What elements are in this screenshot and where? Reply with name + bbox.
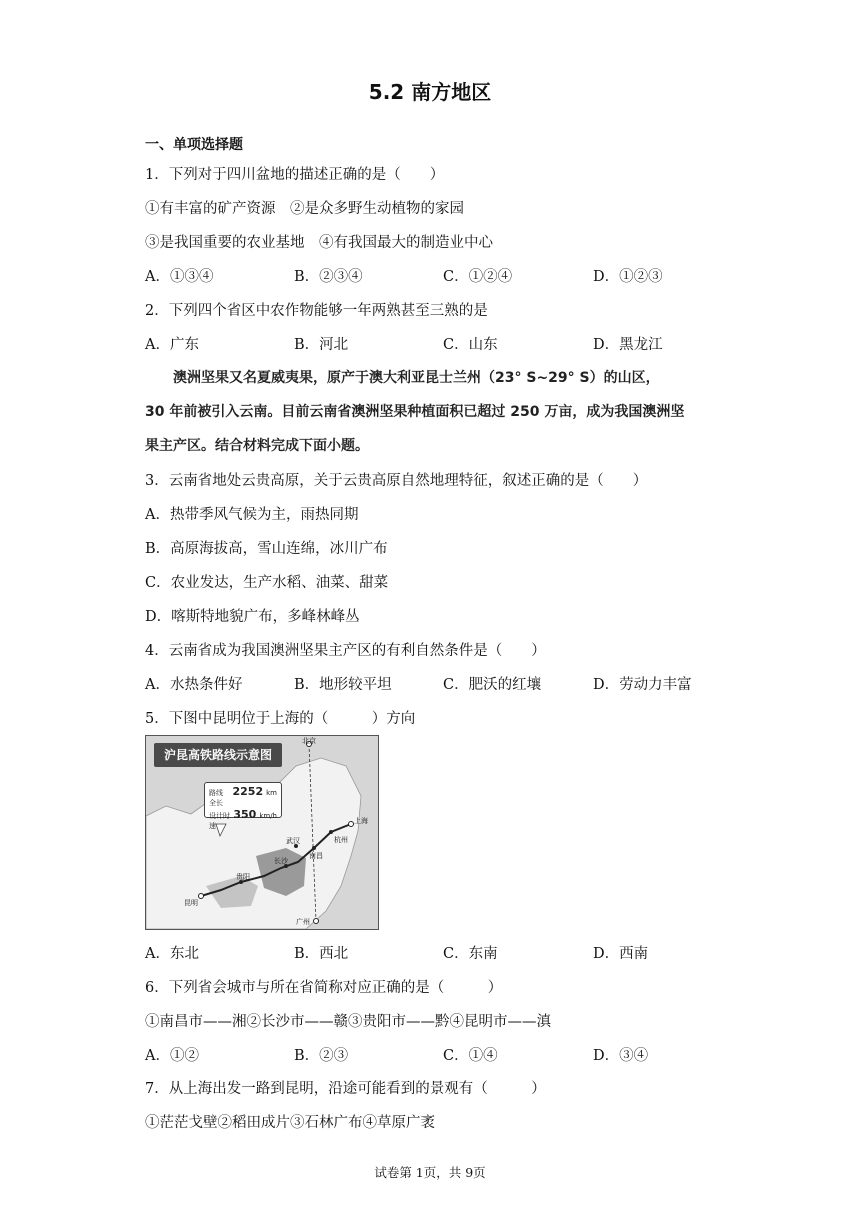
question-6-option-c: C．①④ [443, 1048, 498, 1064]
city-label-guangzhou: 广州 [296, 918, 310, 926]
question-6-stem: 6．下列省会城市与所在省简称对应正确的是（ ） [145, 980, 503, 996]
question-1-stem: 1．下列对于四川盆地的描述正确的是（ ） [145, 167, 445, 183]
question-2-option-d: D．黑龙江 [593, 337, 663, 353]
city-label-nanchang: 南昌 [309, 852, 323, 860]
question-1-statement-2: ③是我国重要的农业基地 ④有我国最大的制造业中心 [145, 235, 493, 251]
question-1-option-d: D．①②③ [593, 269, 663, 285]
city-label-beijing: 北京 [302, 737, 316, 745]
map-info-box [204, 782, 282, 830]
question-7-statements: ①茫茫戈壁②稻田成片③石林广布④草原广袤 [145, 1115, 435, 1131]
question-3-option-a: A．热带季风气候为主，雨热同期 [145, 507, 359, 523]
info-value-length: 2252 [232, 785, 264, 798]
question-5-option-c: C．东南 [443, 946, 498, 962]
question-6-option-a: A．①② [145, 1048, 199, 1064]
city-label-hangzhou: 杭州 [334, 836, 348, 844]
question-3-stem: 3．云南省地处云贵高原，关于云贵高原自然地理特征，叙述正确的是（ ） [145, 473, 648, 489]
info-label-length: 路线全长 [209, 789, 223, 807]
question-2-option-c: C．山东 [443, 337, 498, 353]
city-label-kunming: 昆明 [184, 899, 198, 907]
question-4-option-a: A．水热条件好 [145, 677, 243, 693]
city-label-shanghai: 上海 [354, 817, 368, 825]
city-label-guiyang: 贵阳 [236, 873, 250, 881]
question-3-option-b: B．高原海拔高，雪山连绵，冰川广布 [145, 541, 388, 557]
page-footer: 试卷第 1页，共 9页 [374, 1165, 486, 1180]
question-5-option-b: B．西北 [294, 946, 349, 962]
city-label-wuhan: 武汉 [286, 837, 300, 845]
question-4-option-d: D．劳动力丰富 [593, 677, 692, 693]
question-7-stem: 7．从上海出发一路到昆明，沿途可能看到的景观有（ ） [145, 1081, 546, 1097]
question-1-option-c: C．①②④ [443, 269, 513, 285]
info-unit-length: km [266, 789, 277, 797]
question-2-option-a: A．广东 [145, 337, 199, 353]
question-3-option-c: C．农业发达，生产水稻、油菜、甜菜 [145, 575, 389, 591]
question-6-option-d: D．③④ [593, 1048, 649, 1064]
question-5-option-a: A．东北 [145, 946, 199, 962]
info-unit-speed: km/h [259, 812, 277, 820]
question-4-option-c: C．肥沃的红壤 [443, 677, 542, 693]
page-title: 5.2 南方地区 [368, 80, 492, 104]
question-1-option-b: B．②③④ [294, 269, 363, 285]
passage-line-2: 30 年前被引入云南。目前云南省澳洲坚果种植面积已超过 250 万亩，成为我国澳洲坚 [145, 404, 685, 420]
passage-line-3: 果主产区。结合材料完成下面小题。 [145, 438, 369, 454]
question-4-option-b: B．地形较平坦 [294, 677, 392, 693]
question-6-option-b: B．②③ [294, 1048, 349, 1064]
passage-line-1: 澳洲坚果又名夏威夷果，原产于澳大利亚昆士兰州（23° S~29° S）的山区， [145, 370, 660, 386]
question-5-option-d: D．西南 [593, 946, 649, 962]
railway-map [145, 735, 379, 930]
info-value-speed: 350 [233, 808, 257, 821]
question-2-option-b: B．河北 [294, 337, 349, 353]
question-1-statement-1: ①有丰富的矿产资源 ②是众多野生动植物的家园 [145, 201, 464, 217]
question-4-stem: 4．云南省成为我国澳洲坚果主产区的有利自然条件是（ ） [145, 643, 546, 659]
question-5-stem: 5．下图中昆明位于上海的（ ）方向 [145, 711, 416, 727]
section-heading: 一、单项选择题 [145, 137, 243, 153]
question-1-option-a: A．①③④ [145, 269, 214, 285]
map-banner: 沪昆高铁路线示意图 [154, 743, 282, 767]
info-label-speed: 设计时速 [209, 812, 230, 830]
question-3-option-d: D．喀斯特地貌广布，多峰林峰丛 [145, 609, 360, 625]
city-label-changsha: 长沙 [274, 857, 288, 865]
question-6-statements: ①南昌市——湘②长沙市——赣③贵阳市——黔④昆明市——滇 [145, 1014, 551, 1030]
question-2-stem: 2．下列四个省区中农作物能够一年两熟甚至三熟的是 [145, 303, 488, 319]
